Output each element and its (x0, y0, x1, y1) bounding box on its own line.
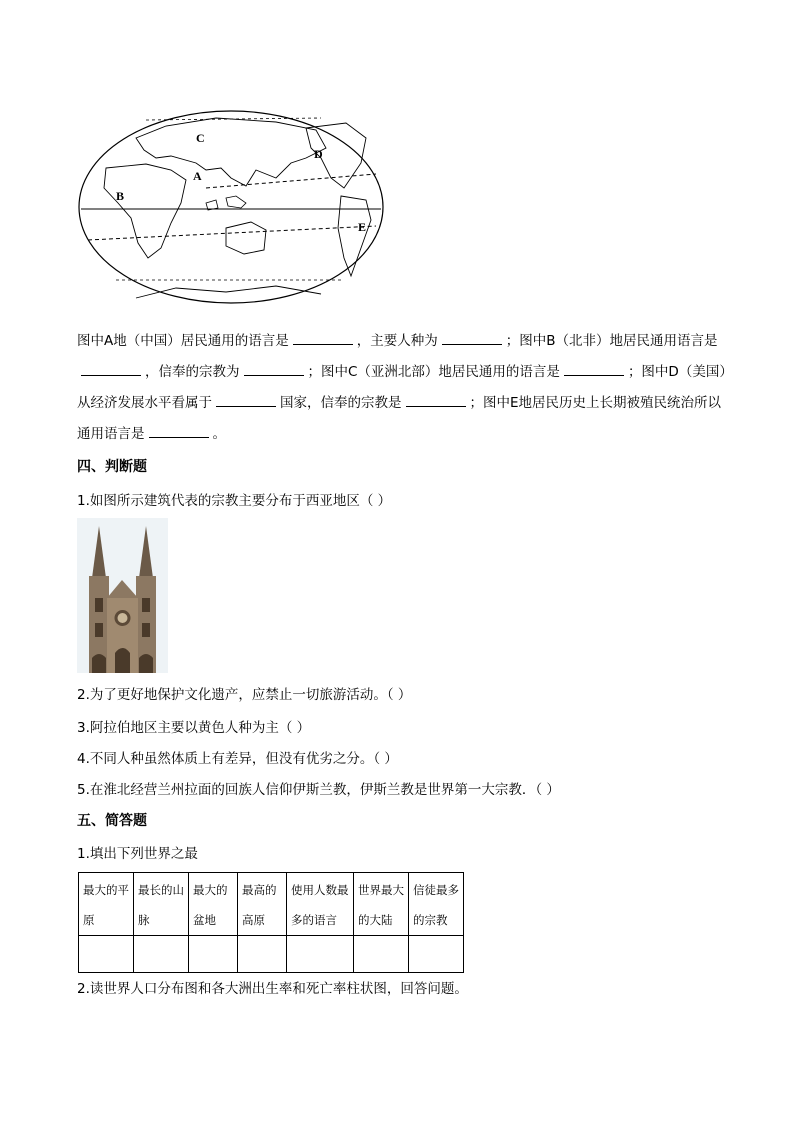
section-4-title: 四、判断题 (77, 459, 147, 475)
answer-blank-6[interactable] (216, 390, 276, 407)
answer-blank-8[interactable] (149, 421, 209, 438)
answer-cell[interactable] (189, 936, 238, 973)
table-header-row (79, 873, 464, 936)
fill-text-4: 用语言是 (663, 333, 718, 349)
answer-cell[interactable] (287, 936, 354, 973)
table-header-cell: 世界最大 的大陆 (354, 873, 409, 936)
world-records-table (78, 872, 464, 973)
fill-text-9: ；图中E (469, 395, 519, 411)
fill-text-3: ；图中B（北非）地居民通 (505, 333, 664, 349)
table-answer-row (79, 936, 464, 973)
answer-blank-3[interactable] (81, 359, 141, 376)
short-answer-question-2: 2.读世界人口分布图和各大洲出生率和死亡率柱状图，回答问题。 (77, 981, 468, 997)
judgment-question-4: 4.不同人种虽然体质上有差异，但没有优劣之分。（ ） (77, 751, 398, 767)
answer-blank-4[interactable] (244, 359, 304, 376)
fill-text-8: 国家，信奉的宗教是 (280, 395, 402, 411)
cathedral-photo (77, 518, 168, 673)
judgment-question-2: 2.为了更好地保护文化遗产，应禁止一切旅游活动。（ ） (77, 687, 412, 703)
fill-text-11: 。 (212, 426, 226, 442)
judgment-question-5: 5.在淮北经营兰州拉面的回族人信仰伊斯兰教，伊斯兰教是世界第一大宗教．（ ） (77, 782, 560, 798)
map-label-b: B (116, 189, 125, 203)
table-header-cell: 最大的 盆地 (189, 873, 238, 936)
judgment-question-1: 1.如图所示建筑代表的宗教主要分布于西亚地区（ ） (77, 493, 392, 509)
fill-text-5: ，信奉的宗教为 (145, 364, 240, 380)
map-label-d: D (314, 147, 323, 161)
table-header-cell: 信徒最多 的宗教 (409, 873, 464, 936)
answer-cell[interactable] (354, 936, 409, 973)
answer-cell[interactable] (409, 936, 464, 973)
table-header-cell: 使用人数最 多的语言 (287, 873, 354, 936)
answer-blank-5[interactable] (564, 359, 624, 376)
fill-text-1: 图中A地（中国）居民通用的语言是 (77, 333, 289, 349)
fill-text-7: ；图中D（美国）从经济发展水平看属于 (77, 364, 727, 411)
fill-in-paragraph (77, 326, 727, 450)
answer-blank-2[interactable] (442, 328, 502, 345)
answer-blank-1[interactable] (293, 328, 353, 345)
answer-cell[interactable] (134, 936, 189, 973)
judgment-question-3: 3.阿拉伯地区主要以黄色人种为主（ ） (77, 720, 311, 736)
table-header-cell: 最长的山 脉 (134, 873, 189, 936)
map-label-c: C (196, 131, 205, 145)
answer-blank-7[interactable] (406, 390, 466, 407)
answer-cell[interactable] (79, 936, 134, 973)
map-label-a: A (193, 169, 202, 183)
map-frame (79, 111, 383, 303)
table-header-cell: 最高的 高原 (238, 873, 287, 936)
fill-text-6: ；图中C（亚洲北部）地居民通用的语言是 (307, 364, 560, 380)
map-label-e: E (358, 220, 367, 234)
world-map (76, 108, 386, 306)
answer-cell[interactable] (238, 936, 287, 973)
fill-text-2: ，主要人种为 (356, 333, 438, 349)
fill-text-10: 地居民历史上长期被殖民统治所以通用语言是 (77, 395, 722, 442)
table-header-cell: 最大的平 原 (79, 873, 134, 936)
short-answer-question-1: 1.填出下列世界之最 (77, 846, 198, 862)
section-5-title: 五、简答题 (77, 813, 147, 829)
